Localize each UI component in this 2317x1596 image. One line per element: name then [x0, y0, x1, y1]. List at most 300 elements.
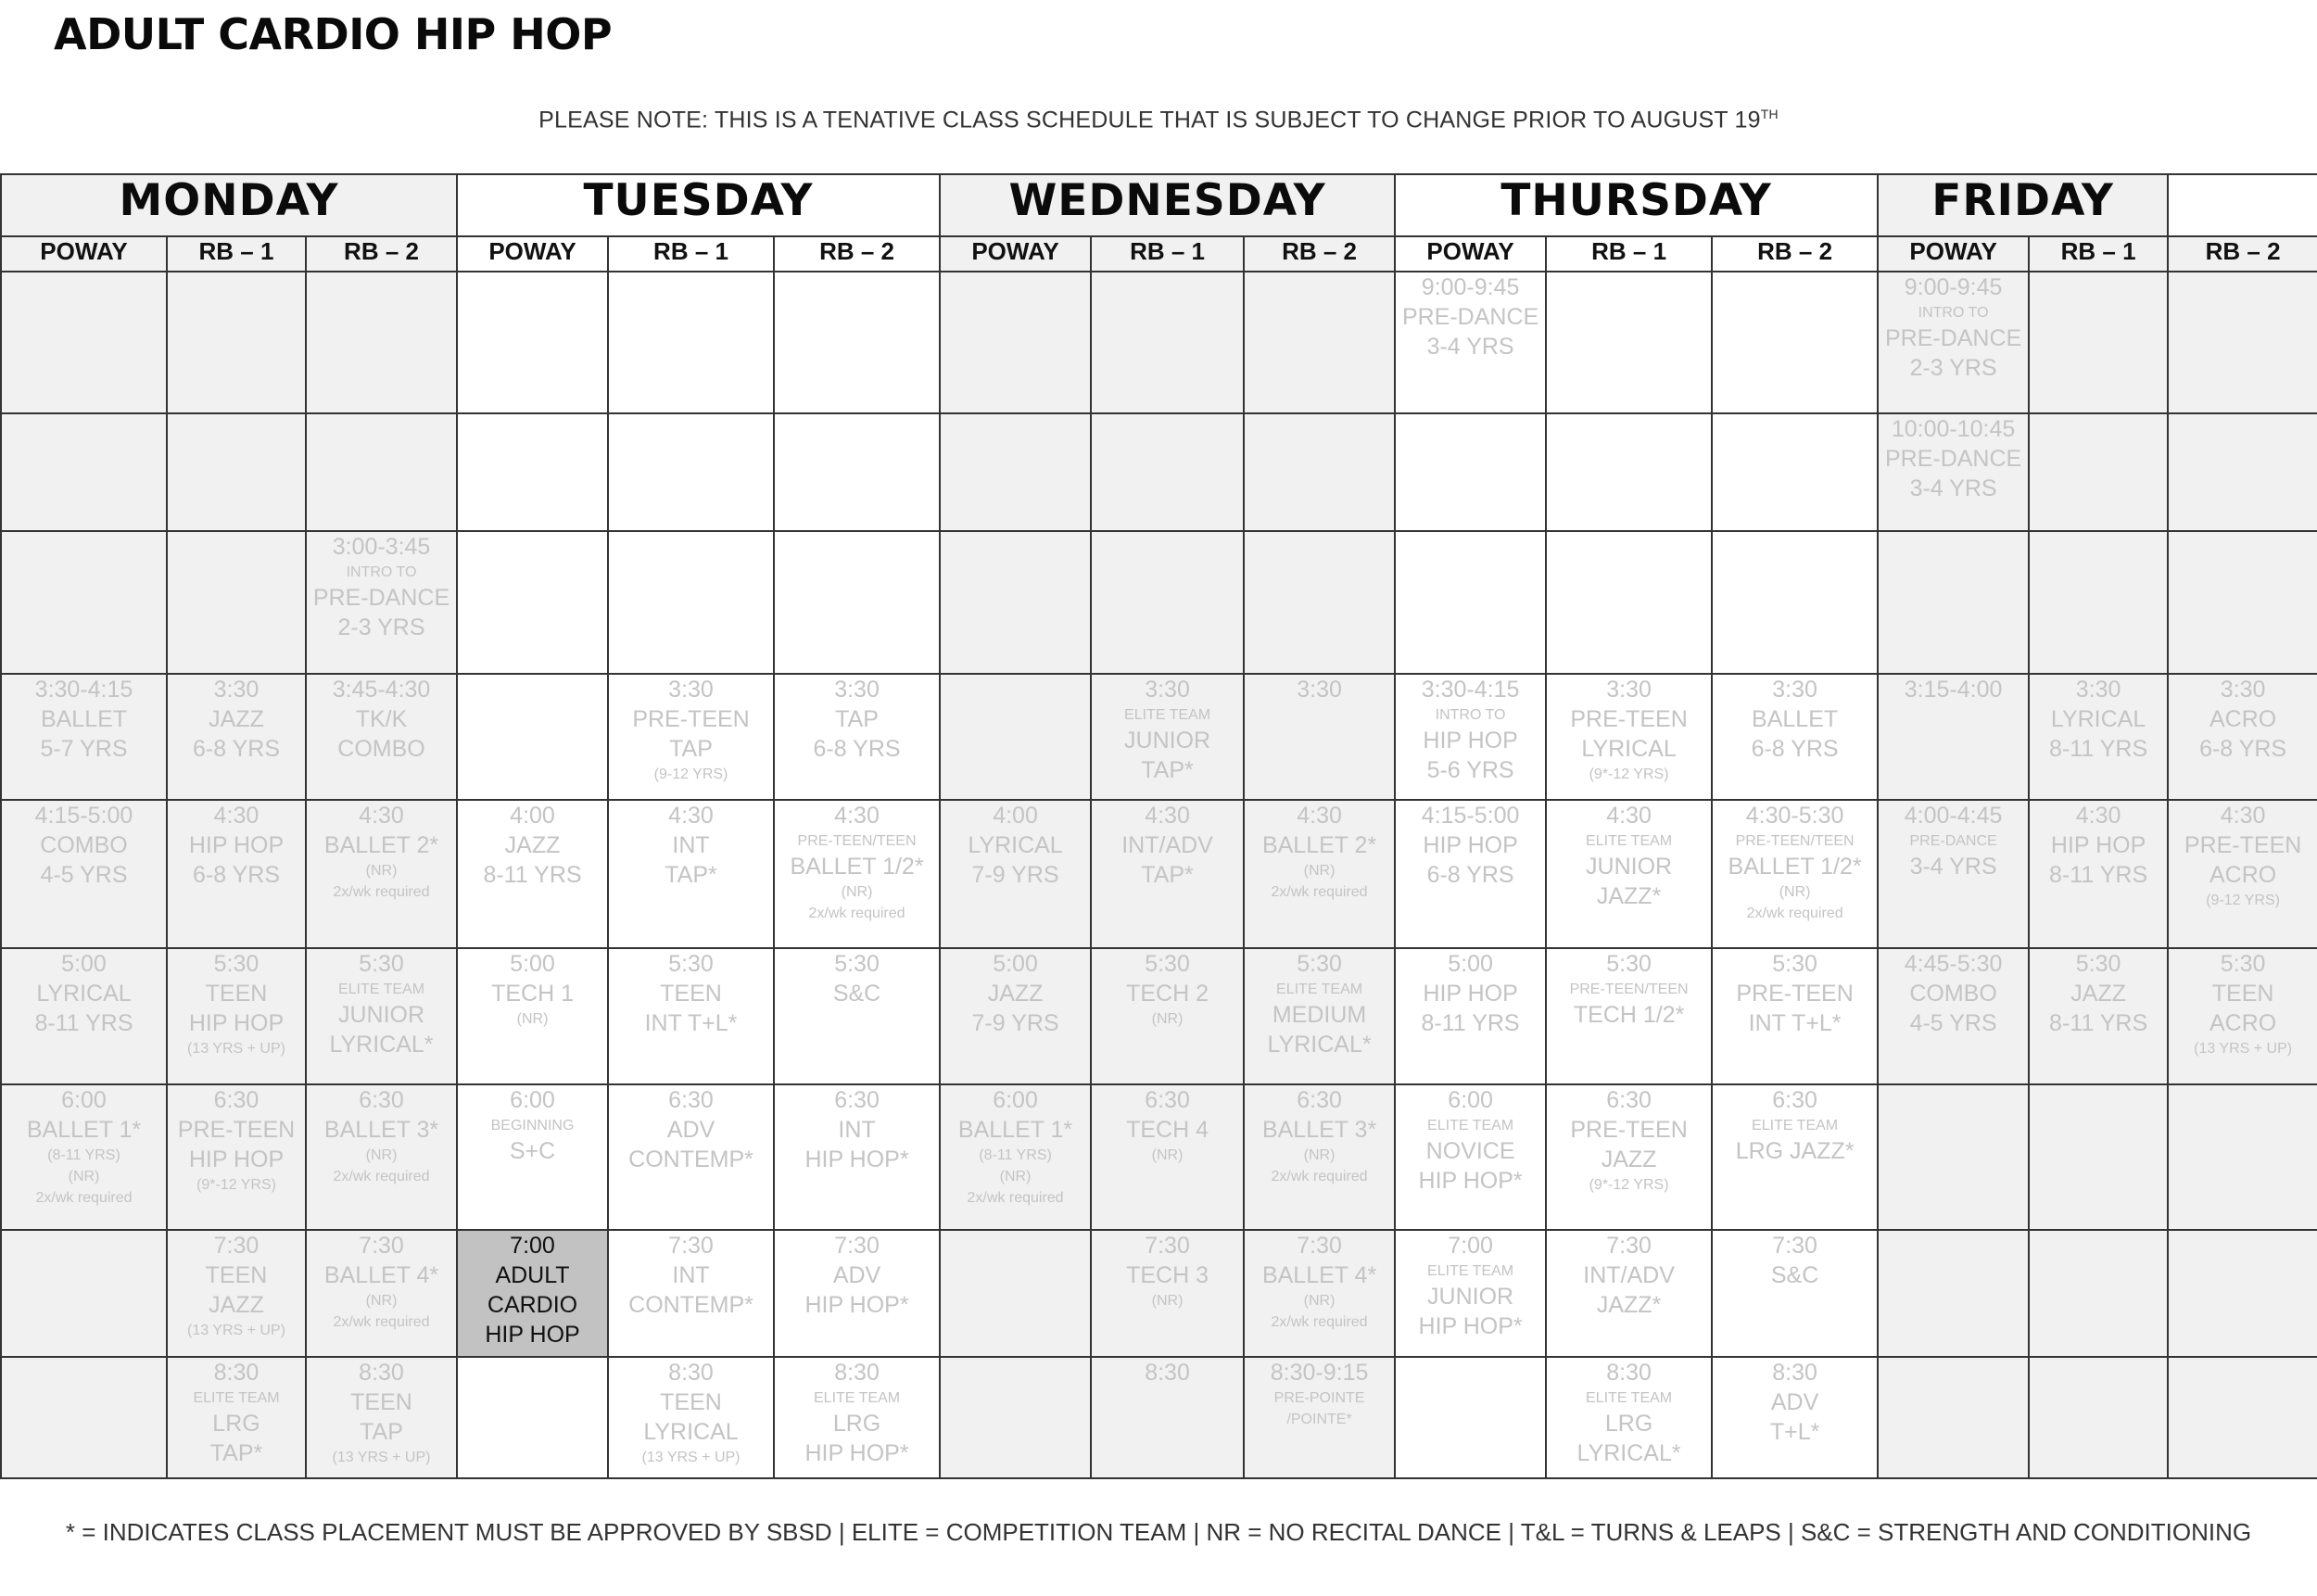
class-cell-wednesday-rb1 — [1091, 674, 1244, 800]
class-cell-line: 3:30 — [2220, 677, 2266, 703]
class-cell-line: (13 YRS + UP) — [187, 1323, 285, 1338]
class-cell-line: 8:30 — [1145, 1360, 1190, 1386]
class-cell-line: (13 YRS + UP) — [187, 1041, 285, 1057]
class-cell-line: (13 YRS + UP) — [332, 1450, 431, 1465]
location-header-monday-rb1: RB – 1 — [167, 236, 306, 272]
class-cell-line: 5:30 — [1297, 951, 1342, 977]
class-cell-thursday-rb1 — [1546, 1230, 1712, 1357]
class-cell-line: (NR) — [68, 1169, 100, 1185]
class-cell-monday-rb1 — [167, 1230, 306, 1357]
class-cell-line: BALLET 3* — [1261, 1117, 1377, 1143]
class-cell-line: 6:00 — [993, 1087, 1038, 1113]
class-cell-line: 3:30 — [1772, 677, 1817, 703]
class-cell-wednesday-poway — [940, 1084, 1091, 1230]
class-cell-line: 6:30 — [1772, 1087, 1817, 1113]
class-cell-friday-poway — [1878, 1084, 2029, 1230]
class-cell-line: HIP HOP — [188, 1010, 285, 1036]
class-cell-wednesday-poway — [940, 1357, 1091, 1478]
class-cell-line: 6:30 — [668, 1087, 714, 1113]
class-cell-line: (9*-12 YRS) — [1589, 1177, 1669, 1193]
class-cell-line: 6:30 — [213, 1087, 260, 1113]
class-cell-monday-poway — [1, 413, 167, 531]
class-cell-line: INTRO TO — [346, 564, 417, 580]
class-cell-thursday-rb2 — [1712, 1230, 1878, 1357]
class-cell-line: TECH 4 — [1126, 1117, 1209, 1143]
class-cell-line: /POINTE* — [1286, 1412, 1352, 1428]
class-cell-line: JAZZ* — [1596, 883, 1662, 910]
class-cell-line: ELITE TEAM — [193, 1390, 280, 1406]
class-cell-line: HIP HOP — [1423, 832, 1518, 858]
class-cell-line: 6-8 YRS — [1751, 736, 1839, 762]
class-cell-line: (NR) — [365, 1293, 398, 1309]
class-cell-line: MEDIUM — [1272, 1002, 1367, 1029]
class-cell-line: HIP HOP — [485, 1322, 580, 1348]
class-cell-line: LRG — [832, 1411, 881, 1438]
class-cell-tuesday-rb1 — [608, 674, 774, 800]
class-cell-line: TEEN — [205, 981, 268, 1007]
class-cell-friday-rb1 — [2029, 1230, 2168, 1357]
class-cell-line: TAP* — [1141, 757, 1194, 784]
class-cell-tuesday-rb2 — [774, 531, 940, 674]
class-cell-wednesday-rb2 — [1244, 272, 1395, 413]
class-cell-line: ADV — [832, 1262, 881, 1288]
class-cell-line: ACRO — [2209, 706, 2277, 732]
class-cell-thursday-rb2 — [1712, 1357, 1878, 1478]
class-cell-line: 2-3 YRS — [1909, 355, 1997, 382]
class-cell-line: TECH 1 — [491, 981, 574, 1007]
class-cell-wednesday-rb1 — [1091, 1084, 1244, 1230]
time-slot-row — [1, 674, 2317, 800]
class-cell-friday-poway — [1878, 531, 2029, 674]
class-cell-line: 7:30 — [668, 1233, 714, 1259]
class-cell-line: HIP HOP — [188, 832, 285, 858]
class-cell-line: 6:30 — [1606, 1087, 1652, 1113]
location-header-wednesday-rb2: RB – 2 — [1244, 236, 1395, 272]
class-cell-line: NOVICE — [1425, 1138, 1515, 1165]
class-cell-line: INT T+L* — [644, 1010, 738, 1036]
class-cell-line: PRE-POINTE — [1273, 1390, 1365, 1406]
class-cell-line: BALLET 4* — [323, 1262, 439, 1288]
time-slot-row — [1, 1357, 2317, 1478]
class-cell-line: HIP HOP — [1423, 728, 1518, 754]
class-cell-line: T+L* — [1769, 1419, 1820, 1445]
class-cell-line: COMBO — [337, 736, 425, 762]
class-cell-monday-poway — [1, 272, 167, 413]
class-cell-line: HIP HOP* — [1418, 1313, 1523, 1340]
class-cell-line: 3-4 YRS — [1426, 334, 1514, 360]
class-cell-line: 2x/wk required — [1746, 906, 1843, 922]
class-cell-monday-poway — [1, 948, 167, 1084]
class-cell-line: LYRICAL* — [329, 1032, 434, 1058]
class-cell-line: TAP — [669, 736, 713, 762]
day-header-monday: MONDAY — [1, 174, 457, 236]
class-cell-line: 7:30 — [1606, 1233, 1652, 1259]
class-cell-tuesday-rb1 — [608, 1357, 774, 1478]
class-cell-line: 6:30 — [1145, 1087, 1190, 1113]
class-cell-tuesday-rb2 — [774, 272, 940, 413]
class-cell-line: 8-11 YRS — [1421, 1010, 1520, 1036]
location-header-monday-poway: POWAY — [1, 236, 167, 272]
class-cell-line: BALLET — [40, 706, 128, 732]
class-cell-line: 9:00-9:45 — [1904, 274, 2003, 300]
class-cell-line: 6:30 — [1297, 1087, 1342, 1113]
class-cell-wednesday-rb1 — [1091, 272, 1244, 413]
class-cell-line: 2x/wk required — [808, 906, 905, 922]
class-cell-line: 3:15-4:00 — [1904, 677, 2003, 703]
class-cell-line: TAP* — [665, 862, 717, 888]
class-cell-friday-rb1 — [2029, 272, 2168, 413]
class-cell-line: (NR) — [1303, 863, 1336, 879]
class-cell-friday-poway — [1878, 674, 2029, 800]
class-cell-line: TAP — [360, 1419, 403, 1445]
class-cell-line: 4:30 — [2220, 803, 2266, 829]
class-cell-line: (13 YRS + UP) — [641, 1450, 741, 1465]
class-cell-line: HIP HOP* — [804, 1440, 909, 1467]
class-cell-friday-poway — [1878, 413, 2029, 531]
class-cell-line: 4:15-5:00 — [34, 803, 133, 829]
class-cell-monday-rb2 — [306, 1084, 457, 1230]
class-cell-line: COMBO — [1909, 981, 1997, 1007]
class-cell-line: CONTEMP* — [628, 1292, 753, 1318]
class-cell-line: 5:30 — [1145, 951, 1190, 977]
class-cell-line: 2x/wk required — [1271, 1169, 1368, 1185]
class-cell-line: 3:30 — [834, 677, 880, 703]
class-cell-wednesday-rb1 — [1091, 531, 1244, 674]
class-cell-line: COMBO — [40, 832, 128, 858]
time-slot-row — [1, 1230, 2317, 1357]
class-cell-thursday-rb1 — [1546, 948, 1712, 1084]
class-cell-line: (8-11 YRS) — [979, 1147, 1052, 1163]
location-header-tuesday-poway: POWAY — [457, 236, 608, 272]
class-cell-friday-poway — [1878, 948, 2029, 1084]
class-cell-line: BALLET 1/2* — [1728, 854, 1862, 880]
class-cell-friday-rb1 — [2029, 531, 2168, 674]
class-cell-line: 8:30-9:15 — [1270, 1360, 1369, 1386]
class-cell-wednesday-rb2 — [1244, 674, 1395, 800]
class-cell-line: 4:30 — [1606, 803, 1652, 829]
class-cell-line: TEEN — [350, 1389, 412, 1415]
class-cell-line: PRE-DANCE — [1401, 304, 1539, 330]
class-cell-line: INT — [672, 832, 710, 858]
location-header-wednesday-rb1: RB – 1 — [1091, 236, 1244, 272]
class-cell-friday-poway — [1878, 272, 2029, 413]
class-cell-line: BALLET — [1752, 706, 1839, 732]
class-cell-line: 2x/wk required — [1271, 884, 1368, 901]
class-cell-line: 6:00 — [61, 1087, 107, 1113]
class-cell-line: PRE-TEEN — [1736, 981, 1854, 1007]
class-cell-thursday-poway — [1395, 272, 1546, 413]
class-cell-line: ELITE TEAM — [1276, 982, 1363, 997]
class-cell-friday-rb1 — [2029, 800, 2168, 948]
class-cell-thursday-poway — [1395, 1230, 1546, 1357]
class-cell-line: 2x/wk required — [333, 884, 430, 901]
class-cell-line: TECH 3 — [1126, 1262, 1209, 1288]
class-cell-line: 6:00 — [1448, 1087, 1493, 1113]
class-cell-friday-rb1 — [2029, 1357, 2168, 1478]
class-cell-line: TAP* — [209, 1440, 263, 1467]
class-cell-line: INT — [672, 1262, 710, 1288]
class-cell-line: 5:30 — [1772, 951, 1817, 977]
class-cell-line: TECH 2 — [1126, 981, 1209, 1007]
location-header-wednesday-poway: POWAY — [940, 236, 1091, 272]
class-cell-wednesday-rb2 — [1244, 948, 1395, 1084]
class-cell-line: ADV — [1770, 1389, 1819, 1415]
class-cell-line: 3:30 — [1145, 677, 1190, 703]
class-cell-wednesday-rb2 — [1244, 1084, 1395, 1230]
class-cell-friday-rb2 — [2168, 531, 2317, 674]
class-cell-thursday-poway — [1395, 413, 1546, 531]
class-cell-line: 4:00 — [993, 803, 1038, 829]
class-cell-line: 5-7 YRS — [40, 736, 128, 762]
class-cell-line: 6-8 YRS — [192, 862, 281, 888]
class-cell-line: 8:30 — [1606, 1360, 1652, 1386]
class-cell-monday-poway — [1, 1230, 167, 1357]
class-cell-line: 5:30 — [668, 951, 714, 977]
day-header-thursday: THURSDAY — [1395, 174, 1878, 236]
class-cell-wednesday-poway — [940, 272, 1091, 413]
class-cell-friday-poway — [1878, 1357, 2029, 1478]
class-cell-line: (NR) — [1779, 884, 1811, 901]
class-cell-line: (9*-12 YRS) — [1589, 766, 1669, 782]
class-cell-line: 9:00-9:45 — [1421, 274, 1520, 300]
class-cell-friday-rb1 — [2029, 948, 2168, 1084]
class-cell-line: TEEN — [205, 1262, 268, 1288]
class-cell-line: (NR) — [1303, 1147, 1336, 1163]
class-cell-line: 7:00 — [1448, 1233, 1493, 1259]
class-cell-line: BALLET 3* — [323, 1117, 439, 1143]
class-cell-line: 3:30-4:15 — [1421, 677, 1520, 703]
location-header-monday-rb2: RB – 2 — [306, 236, 457, 272]
class-cell-line: CARDIO — [487, 1292, 578, 1318]
class-cell-wednesday-rb2 — [1244, 800, 1395, 948]
class-cell-line: 4:30 — [834, 803, 880, 829]
class-cell-tuesday-rb2 — [774, 674, 940, 800]
class-cell-line: 7:30 — [213, 1233, 260, 1259]
class-cell-line: 5:30 — [2075, 951, 2121, 977]
class-cell-monday-rb1 — [167, 800, 306, 948]
day-header-wednesday: WEDNESDAY — [940, 174, 1395, 236]
class-cell-line: 5:30 — [213, 951, 260, 977]
location-header-thursday-poway: POWAY — [1395, 236, 1546, 272]
class-cell-line: 6-8 YRS — [2199, 736, 2287, 762]
class-cell-line: PRE-DANCE — [1909, 833, 1997, 849]
class-cell-monday-poway — [1, 1084, 167, 1230]
class-cell-line: JAZZ — [1601, 1146, 1657, 1172]
class-cell-line: S+C — [509, 1138, 556, 1165]
class-cell-line: (8-11 YRS) — [47, 1147, 120, 1163]
class-cell-wednesday-poway — [940, 413, 1091, 531]
class-cell-line: LRG JAZZ* — [1735, 1138, 1855, 1165]
time-slot-row — [1, 800, 2317, 948]
class-cell-line: S&C — [1770, 1262, 1819, 1288]
class-cell-line: INTRO TO — [1435, 707, 1506, 723]
class-cell-wednesday-rb1 — [1091, 1357, 1244, 1478]
class-cell-friday-rb2 — [2168, 413, 2317, 531]
class-cell-line: CONTEMP* — [628, 1146, 753, 1172]
class-cell-thursday-rb2 — [1712, 413, 1878, 531]
class-cell-line: 6-8 YRS — [813, 736, 901, 762]
class-cell-line: 2x/wk required — [1271, 1314, 1368, 1331]
class-cell-line: 6-8 YRS — [192, 736, 281, 762]
class-cell-line: INT T+L* — [1748, 1010, 1842, 1036]
class-cell-line: 8-11 YRS — [2049, 736, 2148, 762]
class-cell-monday-rb1 — [167, 1084, 306, 1230]
class-cell-line: 8:30 — [668, 1360, 714, 1386]
class-cell-line: 5-6 YRS — [1426, 757, 1514, 784]
class-cell-monday-rb1 — [167, 948, 306, 1084]
class-cell-tuesday-poway — [457, 413, 608, 531]
class-cell-line: 3:30 — [2075, 677, 2121, 703]
class-cell-line: 7:00 — [510, 1233, 555, 1259]
class-cell-line: (NR) — [841, 884, 873, 901]
time-slot-row — [1, 413, 2317, 531]
class-cell-monday-rb1 — [167, 272, 306, 413]
class-cell-line: (NR) — [999, 1169, 1032, 1185]
class-cell-wednesday-rb2 — [1244, 413, 1395, 531]
class-cell-highlighted — [457, 1230, 608, 1357]
class-cell-line: (NR) — [1151, 1293, 1184, 1309]
class-cell-friday-rb1 — [2029, 674, 2168, 800]
class-cell-thursday-poway — [1395, 948, 1546, 1084]
class-cell-line: BALLET 2* — [323, 832, 439, 858]
class-cell-line: 5:30 — [1606, 951, 1652, 977]
class-cell-wednesday-rb2 — [1244, 1357, 1395, 1478]
location-header-friday-poway: POWAY — [1878, 236, 2029, 272]
day-header-tuesday: TUESDAY — [457, 174, 940, 236]
location-header-friday-rb1: RB – 1 — [2029, 236, 2168, 272]
class-cell-line: 4:30 — [668, 803, 714, 829]
class-cell-thursday-rb1 — [1546, 800, 1712, 948]
class-cell-line: (NR) — [1151, 1147, 1184, 1163]
class-cell-tuesday-poway — [457, 1357, 608, 1478]
class-cell-line: PRE-TEEN — [1570, 1117, 1688, 1143]
location-header-friday-rb2: RB – 2 — [2168, 236, 2317, 272]
class-cell-thursday-rb1 — [1546, 1357, 1712, 1478]
class-cell-line: ELITE TEAM — [1586, 833, 1673, 849]
class-cell-line: INTRO TO — [1918, 305, 1989, 321]
location-header-thursday-rb1: RB – 1 — [1546, 236, 1712, 272]
class-cell-line: ELITE TEAM — [1124, 707, 1211, 723]
class-cell-line: JUNIOR — [1124, 728, 1211, 754]
class-cell-line: 6:00 — [510, 1087, 555, 1113]
class-cell-thursday-rb2 — [1712, 531, 1878, 674]
class-cell-monday-rb2 — [306, 1357, 457, 1478]
class-cell-line: 6:30 — [834, 1087, 880, 1113]
class-cell-line: 4:30 — [213, 803, 260, 829]
class-cell-tuesday-rb1 — [608, 800, 774, 948]
class-cell-tuesday-poway — [457, 800, 608, 948]
class-cell-line: LYRICAL — [2050, 706, 2146, 732]
class-cell-thursday-rb2 — [1712, 674, 1878, 800]
class-cell-line: 5:00 — [1448, 951, 1493, 977]
class-cell-line: 8:30 — [359, 1360, 404, 1386]
class-cell-line: PRE-TEEN — [2184, 832, 2302, 858]
class-cell-line: JAZZ — [209, 706, 264, 732]
class-cell-line: (9*-12 YRS) — [196, 1177, 276, 1193]
class-cell-line: 8:30 — [834, 1360, 880, 1386]
class-cell-line: 8:30 — [1772, 1360, 1817, 1386]
class-cell-line: 3:30 — [1297, 677, 1342, 703]
class-cell-line: (NR) — [1303, 1293, 1336, 1309]
class-cell-friday-rb2 — [2168, 1230, 2317, 1357]
class-cell-line: 2x/wk required — [967, 1190, 1064, 1207]
class-cell-thursday-rb1 — [1546, 674, 1712, 800]
class-cell-line: LYRICAL — [1581, 736, 1677, 762]
class-cell-line: 3:30 — [668, 677, 714, 703]
class-cell-tuesday-rb1 — [608, 531, 774, 674]
time-slot-row — [1, 272, 2317, 413]
class-cell-line: LRG — [212, 1411, 260, 1438]
class-cell-line: JAZZ — [504, 832, 561, 858]
class-cell-line: 5:00 — [993, 951, 1038, 977]
note-superscript: TH — [1760, 107, 1779, 121]
class-cell-monday-rb2 — [306, 800, 457, 948]
class-cell-line: LYRICAL — [36, 981, 132, 1007]
class-cell-line: S&C — [832, 981, 881, 1007]
class-cell-monday-poway — [1, 674, 167, 800]
class-cell-friday-rb2 — [2168, 1357, 2317, 1478]
class-cell-line: 4:30-5:30 — [1745, 803, 1844, 829]
class-cell-monday-rb2 — [306, 948, 457, 1084]
class-cell-line: TEEN — [660, 981, 722, 1007]
class-cell-line: 10:00-10:45 — [1891, 416, 2016, 442]
class-cell-line: 2-3 YRS — [337, 614, 425, 641]
class-cell-line: LYRICAL — [643, 1419, 739, 1445]
class-cell-tuesday-rb1 — [608, 272, 774, 413]
class-cell-monday-rb2 — [306, 413, 457, 531]
class-cell-line: 8-11 YRS — [2049, 1010, 2148, 1036]
class-cell-line: TECH 1/2* — [1573, 1002, 1685, 1029]
class-cell-line: PRE-TEEN — [177, 1117, 296, 1143]
class-cell-line: BALLET 1/2* — [790, 854, 924, 880]
class-cell-line: 4-5 YRS — [1909, 1010, 1997, 1036]
class-cell-line: 4-5 YRS — [40, 862, 128, 888]
class-cell-line: BALLET 4* — [1261, 1262, 1377, 1288]
class-cell-wednesday-poway — [940, 800, 1091, 948]
class-cell-wednesday-poway — [940, 674, 1091, 800]
location-header-tuesday-rb1: RB – 1 — [608, 236, 774, 272]
page-title: ADULT CARDIO HIP HOP — [54, 9, 613, 59]
class-cell-line: PRE-TEEN/TEEN — [1735, 833, 1855, 849]
class-cell-thursday-rb2 — [1712, 1084, 1878, 1230]
class-cell-line: (9-12 YRS) — [2206, 893, 2280, 908]
class-cell-line: 4:30 — [1297, 803, 1342, 829]
class-cell-line: TK/K — [355, 706, 408, 732]
day-header-row — [1, 174, 2317, 236]
class-cell-line: HIP HOP — [188, 1146, 285, 1172]
class-cell-line: ADULT — [495, 1262, 570, 1288]
class-cell-line: PRE-DANCE — [1884, 325, 2022, 352]
day-header-blank — [2168, 174, 2317, 236]
class-cell-line: JUNIOR — [1586, 854, 1673, 880]
class-cell-line: 8:30 — [213, 1360, 260, 1386]
class-cell-tuesday-rb2 — [774, 413, 940, 531]
class-cell-tuesday-rb2 — [774, 800, 940, 948]
class-cell-line: HIP HOP* — [804, 1292, 909, 1318]
class-cell-line: LRG — [1604, 1411, 1653, 1438]
class-cell-monday-rb1 — [167, 1357, 306, 1478]
class-cell-line: (NR) — [1151, 1011, 1184, 1027]
class-cell-thursday-rb1 — [1546, 531, 1712, 674]
class-cell-line: 4:15-5:00 — [1421, 803, 1520, 829]
class-cell-friday-rb1 — [2029, 413, 2168, 531]
class-cell-line: PRE-DANCE — [312, 585, 450, 612]
class-cell-line: 2x/wk required — [333, 1169, 430, 1185]
class-cell-monday-rb2 — [306, 1230, 457, 1357]
class-cell-line: PRE-TEEN/TEEN — [1569, 982, 1689, 997]
class-cell-friday-rb2 — [2168, 948, 2317, 1084]
class-cell-line: 8-11 YRS — [483, 862, 582, 888]
